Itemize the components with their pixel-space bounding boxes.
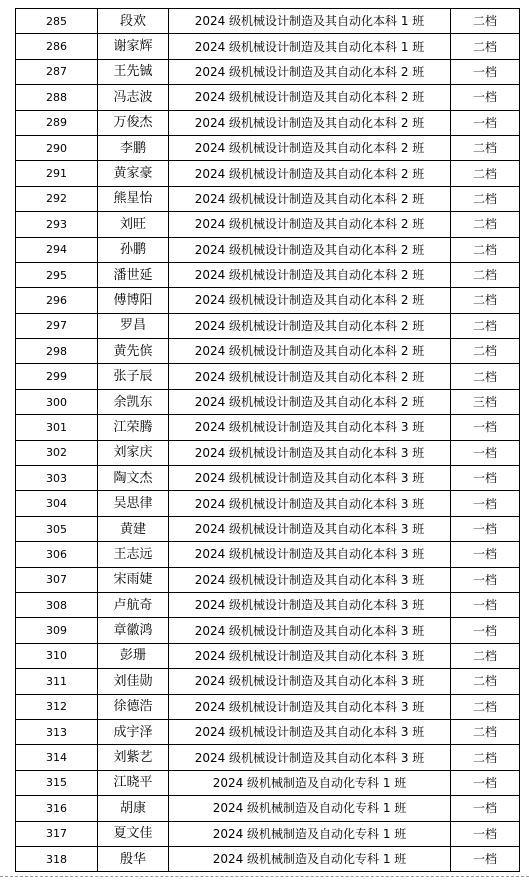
row-number-cell: 291: [16, 161, 98, 186]
table-row: [16, 34, 520, 59]
grade-cell: 一档: [451, 110, 520, 135]
table-row: [16, 694, 520, 719]
row-number-cell: 317: [16, 821, 98, 846]
table-row: [16, 110, 520, 135]
class-name-cell: 2024 级机械制造及自动化专科 1 班: [169, 796, 451, 821]
class-name-cell: 2024 级机械设计制造及其自动化本科 2 班: [169, 161, 451, 186]
class-name-cell: 2024 级机械设计制造及其自动化本科 1 班: [169, 9, 451, 34]
grade-cell: 二档: [451, 694, 520, 719]
student-table-body: [16, 9, 520, 872]
table-row: [16, 516, 520, 541]
row-number-cell: 287: [16, 59, 98, 84]
class-name-cell: 2024 级机械设计制造及其自动化本科 2 班: [169, 85, 451, 110]
row-number-cell: 285: [16, 9, 98, 34]
student-name-cell: 黄建: [98, 516, 169, 541]
class-name-cell: 2024 级机械设计制造及其自动化本科 3 班: [169, 516, 451, 541]
grade-cell: 一档: [451, 466, 520, 491]
table-row: [16, 389, 520, 414]
table-row: [16, 313, 520, 338]
grade-cell: 一档: [451, 592, 520, 617]
table-row: [16, 237, 520, 262]
table-row: [16, 364, 520, 389]
class-name-cell: 2024 级机械设计制造及其自动化本科 3 班: [169, 491, 451, 516]
class-name-cell: 2024 级机械设计制造及其自动化本科 3 班: [169, 618, 451, 643]
grade-cell: 一档: [451, 440, 520, 465]
student-name-cell: 傅博阳: [98, 288, 169, 313]
grade-cell: 一档: [451, 491, 520, 516]
row-number-cell: 304: [16, 491, 98, 516]
class-name-cell: 2024 级机械设计制造及其自动化本科 2 班: [169, 313, 451, 338]
class-name-cell: 2024 级机械设计制造及其自动化本科 3 班: [169, 567, 451, 592]
grade-cell: 二档: [451, 313, 520, 338]
row-number-cell: 311: [16, 669, 98, 694]
row-number-cell: 299: [16, 364, 98, 389]
grade-cell: 一档: [451, 85, 520, 110]
student-name-cell: 冯志波: [98, 85, 169, 110]
grade-cell: 二档: [451, 212, 520, 237]
student-name-cell: 胡康: [98, 796, 169, 821]
row-number-cell: 318: [16, 846, 98, 871]
table-row: [16, 212, 520, 237]
student-name-cell: 成宇泽: [98, 719, 169, 744]
table-row: [16, 135, 520, 160]
table-row: [16, 669, 520, 694]
class-name-cell: 2024 级机械设计制造及其自动化本科 3 班: [169, 415, 451, 440]
row-number-cell: 300: [16, 389, 98, 414]
row-number-cell: 316: [16, 796, 98, 821]
row-number-cell: 296: [16, 288, 98, 313]
grade-cell: 二档: [451, 9, 520, 34]
row-number-cell: 293: [16, 212, 98, 237]
student-name-cell: 陶文杰: [98, 466, 169, 491]
student-name-cell: 殷华: [98, 846, 169, 871]
student-name-cell: 宋雨婕: [98, 567, 169, 592]
student-table: [15, 8, 520, 872]
row-number-cell: 290: [16, 135, 98, 160]
row-number-cell: 313: [16, 719, 98, 744]
class-name-cell: 2024 级机械设计制造及其自动化本科 3 班: [169, 745, 451, 770]
student-name-cell: 刘旺: [98, 212, 169, 237]
table-row: [16, 161, 520, 186]
student-name-cell: 余凯东: [98, 389, 169, 414]
student-name-cell: 罗昌: [98, 313, 169, 338]
class-name-cell: 2024 级机械设计制造及其自动化本科 3 班: [169, 694, 451, 719]
row-number-cell: 294: [16, 237, 98, 262]
table-row: [16, 821, 520, 846]
grade-cell: 二档: [451, 669, 520, 694]
row-number-cell: 310: [16, 643, 98, 668]
table-row: [16, 491, 520, 516]
class-name-cell: 2024 级机械设计制造及其自动化本科 1 班: [169, 34, 451, 59]
student-name-cell: 夏文佳: [98, 821, 169, 846]
class-name-cell: 2024 级机械设计制造及其自动化本科 2 班: [169, 212, 451, 237]
grade-cell: 一档: [451, 821, 520, 846]
table-row: [16, 846, 520, 871]
grade-cell: 二档: [451, 364, 520, 389]
class-name-cell: 2024 级机械设计制造及其自动化本科 2 班: [169, 59, 451, 84]
grade-cell: 二档: [451, 262, 520, 287]
grade-cell: 一档: [451, 59, 520, 84]
grade-cell: 二档: [451, 161, 520, 186]
student-name-cell: 江晓平: [98, 770, 169, 795]
student-name-cell: 孙鹏: [98, 237, 169, 262]
row-number-cell: 302: [16, 440, 98, 465]
row-number-cell: 308: [16, 592, 98, 617]
student-name-cell: 张子辰: [98, 364, 169, 389]
row-number-cell: 306: [16, 542, 98, 567]
table-row: [16, 85, 520, 110]
row-number-cell: 314: [16, 745, 98, 770]
table-row: [16, 719, 520, 744]
row-number-cell: 286: [16, 34, 98, 59]
class-name-cell: 2024 级机械设计制造及其自动化本科 2 班: [169, 135, 451, 160]
class-name-cell: 2024 级机械设计制造及其自动化本科 3 班: [169, 542, 451, 567]
class-name-cell: 2024 级机械设计制造及其自动化本科 2 班: [169, 186, 451, 211]
class-name-cell: 2024 级机械设计制造及其自动化本科 2 班: [169, 389, 451, 414]
table-row: [16, 745, 520, 770]
grade-cell: 一档: [451, 542, 520, 567]
class-name-cell: 2024 级机械设计制造及其自动化本科 2 班: [169, 364, 451, 389]
class-name-cell: 2024 级机械设计制造及其自动化本科 3 班: [169, 440, 451, 465]
grade-cell: 一档: [451, 796, 520, 821]
student-name-cell: 彭珊: [98, 643, 169, 668]
class-name-cell: 2024 级机械制造及自动化专科 1 班: [169, 846, 451, 871]
row-number-cell: 309: [16, 618, 98, 643]
table-row: [16, 592, 520, 617]
class-name-cell: 2024 级机械制造及自动化专科 1 班: [169, 770, 451, 795]
student-name-cell: 徐德浩: [98, 694, 169, 719]
student-name-cell: 潘世延: [98, 262, 169, 287]
row-number-cell: 292: [16, 186, 98, 211]
class-name-cell: 2024 级机械设计制造及其自动化本科 2 班: [169, 262, 451, 287]
row-number-cell: 303: [16, 466, 98, 491]
row-number-cell: 301: [16, 415, 98, 440]
student-name-cell: 黄家豪: [98, 161, 169, 186]
class-name-cell: 2024 级机械设计制造及其自动化本科 3 班: [169, 592, 451, 617]
grade-cell: 一档: [451, 516, 520, 541]
student-name-cell: 王志远: [98, 542, 169, 567]
table-row: [16, 796, 520, 821]
grade-cell: 二档: [451, 643, 520, 668]
table-row: [16, 618, 520, 643]
student-name-cell: 段欢: [98, 9, 169, 34]
row-number-cell: 312: [16, 694, 98, 719]
student-name-cell: 王先铖: [98, 59, 169, 84]
row-number-cell: 307: [16, 567, 98, 592]
table-row: [16, 643, 520, 668]
row-number-cell: 288: [16, 85, 98, 110]
student-name-cell: 江荣腾: [98, 415, 169, 440]
class-name-cell: 2024 级机械设计制造及其自动化本科 2 班: [169, 237, 451, 262]
row-number-cell: 298: [16, 339, 98, 364]
student-name-cell: 吴思律: [98, 491, 169, 516]
grade-cell: 二档: [451, 339, 520, 364]
student-name-cell: 谢家辉: [98, 34, 169, 59]
grade-cell: 二档: [451, 745, 520, 770]
grade-cell: 一档: [451, 846, 520, 871]
student-name-cell: 章徽鸿: [98, 618, 169, 643]
student-name-cell: 刘佳勋: [98, 669, 169, 694]
table-row: [16, 339, 520, 364]
row-number-cell: 305: [16, 516, 98, 541]
student-name-cell: 熊星怡: [98, 186, 169, 211]
student-name-cell: 刘家庆: [98, 440, 169, 465]
class-name-cell: 2024 级机械设计制造及其自动化本科 3 班: [169, 669, 451, 694]
page-break-rule: [0, 876, 529, 877]
grade-cell: 二档: [451, 237, 520, 262]
student-name-cell: 李鹏: [98, 135, 169, 160]
table-row: [16, 770, 520, 795]
row-number-cell: 315: [16, 770, 98, 795]
grade-cell: 三档: [451, 389, 520, 414]
student-list-sheet: [15, 8, 519, 872]
class-name-cell: 2024 级机械设计制造及其自动化本科 2 班: [169, 110, 451, 135]
student-name-cell: 刘紫艺: [98, 745, 169, 770]
grade-cell: 一档: [451, 770, 520, 795]
class-name-cell: 2024 级机械设计制造及其自动化本科 3 班: [169, 643, 451, 668]
row-number-cell: 289: [16, 110, 98, 135]
class-name-cell: 2024 级机械设计制造及其自动化本科 3 班: [169, 466, 451, 491]
grade-cell: 二档: [451, 186, 520, 211]
grade-cell: 一档: [451, 618, 520, 643]
grade-cell: 二档: [451, 288, 520, 313]
table-row: [16, 59, 520, 84]
class-name-cell: 2024 级机械设计制造及其自动化本科 3 班: [169, 719, 451, 744]
grade-cell: 二档: [451, 719, 520, 744]
table-row: [16, 567, 520, 592]
row-number-cell: 297: [16, 313, 98, 338]
table-row: [16, 542, 520, 567]
table-row: [16, 186, 520, 211]
grade-cell: 二档: [451, 34, 520, 59]
row-number-cell: 295: [16, 262, 98, 287]
table-row: [16, 466, 520, 491]
class-name-cell: 2024 级机械设计制造及其自动化本科 2 班: [169, 339, 451, 364]
class-name-cell: 2024 级机械设计制造及其自动化本科 2 班: [169, 288, 451, 313]
table-row: [16, 262, 520, 287]
table-row: [16, 415, 520, 440]
student-name-cell: 黄先傧: [98, 339, 169, 364]
grade-cell: 一档: [451, 567, 520, 592]
student-name-cell: 万俊杰: [98, 110, 169, 135]
table-row: [16, 288, 520, 313]
grade-cell: 二档: [451, 135, 520, 160]
grade-cell: 一档: [451, 415, 520, 440]
class-name-cell: 2024 级机械制造及自动化专科 1 班: [169, 821, 451, 846]
student-name-cell: 卢航奇: [98, 592, 169, 617]
table-row: [16, 440, 520, 465]
table-row: [16, 9, 520, 34]
